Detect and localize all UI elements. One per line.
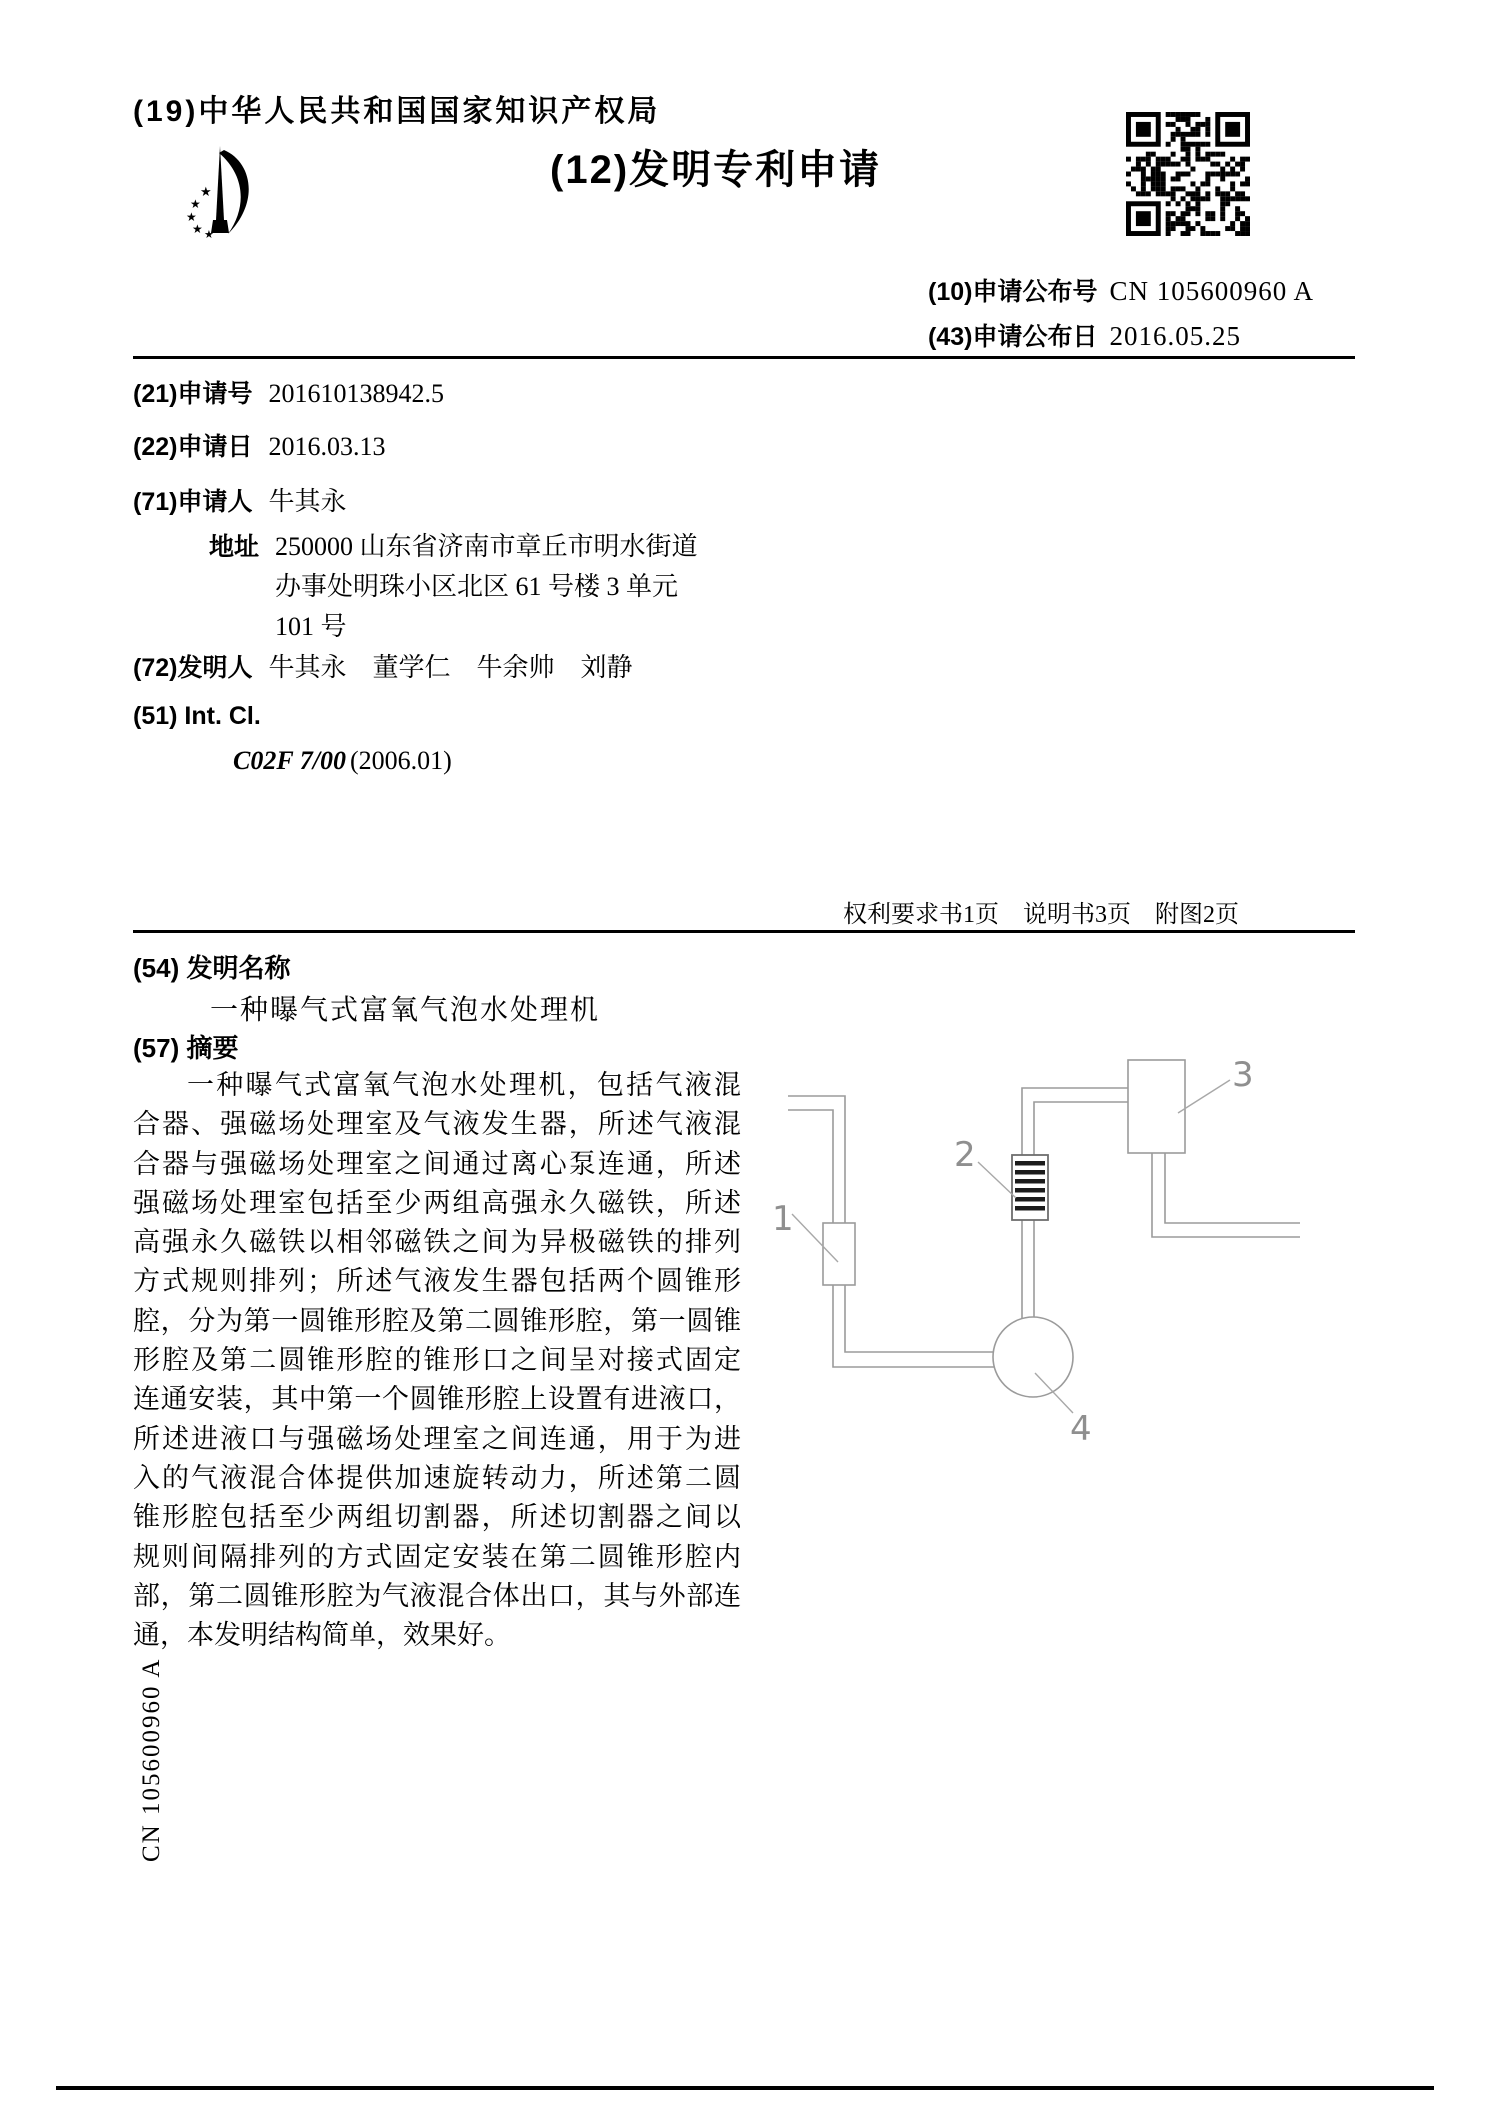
figure-part-label-3: 3: [1232, 1055, 1254, 1095]
leader-line-3: [1178, 1080, 1230, 1113]
inventors-label: (72)发明人: [133, 654, 253, 682]
publication-number-row: [928, 272, 1314, 308]
pipe-to-tank: [1022, 1088, 1128, 1155]
abstract-line: 锥形腔包括至少两组切割器，所述切割器之间以: [133, 1502, 741, 1533]
inventors-value: 牛其永 董学仁 牛余帅 刘静: [268, 653, 633, 682]
figure-component-mixer: [823, 1223, 855, 1285]
address-lines: [275, 527, 698, 647]
figure-component-generator: [1128, 1060, 1185, 1153]
application-number-value: 201610138942.5: [268, 379, 444, 408]
abstract-label: (57) 摘要: [133, 1033, 239, 1063]
svg-text:★: ★: [192, 222, 203, 236]
pipe-to-pump-inner: [845, 1285, 995, 1352]
side-publication-code: CN 105600960 A: [138, 1657, 165, 1862]
svg-text:★: ★: [204, 229, 214, 238]
figure-component-pump: [993, 1317, 1073, 1397]
figure-part-label-2: 2: [954, 1135, 976, 1175]
filing-date-label: (22)申请日: [133, 433, 253, 461]
abstract-line: 所述进液口与强磁场处理室之间连通，用于为进: [133, 1423, 741, 1454]
abstract-line: 腔，分为第一圆锥形腔及第二圆锥形腔，第一圆锥: [133, 1305, 741, 1336]
abstract-line: 连通安装，其中第一个圆锥形腔上设置有进液口，: [133, 1384, 741, 1415]
applicant-value: 牛其永: [268, 487, 347, 516]
address-label: 地址: [209, 533, 260, 561]
abstract-text: [133, 1066, 741, 1655]
document-kind-title: (12)发明专利申请: [550, 148, 882, 192]
leader-line-2: [978, 1162, 1016, 1198]
applicant-label: (71)申请人: [133, 488, 253, 516]
figure-part-label-4: 4: [1070, 1409, 1092, 1449]
inventors-row: [133, 647, 632, 684]
abstract-line: 强磁场处理室包括至少两组高强永久磁铁，所述: [133, 1187, 741, 1218]
qr-code-icon: [1126, 112, 1250, 236]
figure-part-label-1: 1: [772, 1199, 794, 1239]
address-line: 101 号: [275, 612, 347, 641]
publication-date-value: 2016.05.25: [1109, 321, 1241, 351]
filing-date-value: 2016.03.13: [268, 432, 386, 461]
int-cl-row: [133, 702, 261, 731]
abstract-line: 入的气液混合体提供加速旋转动力，所述第二圆: [133, 1462, 741, 1493]
int-cl-code: C02F 7/00: [233, 746, 346, 775]
address-line: 250000 山东省济南市章丘市明水街道: [275, 532, 698, 561]
int-cl-value: [233, 746, 452, 776]
abstract-line: 规则间隔排列的方式固定安装在第二圆锥形腔内: [133, 1541, 741, 1572]
publication-date-row: [928, 317, 1241, 353]
abstract-line: 合器与强磁场处理室之间通过离心泵连通，所述: [133, 1148, 741, 1179]
svg-text:★: ★: [200, 184, 212, 199]
abstract-line: 形腔及第二圆锥形腔的锥形口之间呈对接式固定: [133, 1345, 741, 1376]
pipe-inlet: [788, 1096, 845, 1223]
pipe-to-pump: [833, 1285, 995, 1367]
address-row: [209, 527, 698, 647]
pages-note: 权利要求书1页 说明书3页 附图2页: [843, 902, 1239, 928]
filing-date-row: [133, 427, 385, 463]
int-cl-label: (51) Int. Cl.: [133, 702, 261, 730]
header-divider: [133, 356, 1355, 359]
pipe-outlet-inner: [1152, 1153, 1300, 1237]
application-number-row: [133, 374, 444, 410]
publication-number-value: CN 105600960 A: [1109, 276, 1314, 306]
pipe-to-tank-inner: [1034, 1102, 1128, 1155]
publication-number-label: (10)申请公布号: [928, 278, 1098, 306]
int-cl-version: (2006.01): [349, 746, 452, 775]
publication-date-label: (43)申请公布日: [928, 323, 1098, 351]
pipe-inlet-inner: [788, 1110, 833, 1223]
application-number-label: (21)申请号: [133, 380, 253, 408]
abstract-line: 部，第二圆锥形腔为气液混合体出口，其与外部连: [133, 1580, 741, 1611]
office-title: (19)中华人民共和国国家知识产权局: [133, 95, 661, 128]
address-line: 办事处明珠小区北区 61 号楼 3 单元: [275, 572, 679, 601]
body-divider: [133, 930, 1355, 933]
svg-text:★: ★: [190, 197, 201, 211]
patent-figure: [770, 1040, 1310, 1460]
abstract-line: 一种曝气式富氧气泡水处理机，包括气液混: [187, 1070, 741, 1100]
invention-title-label: (54) 发明名称: [133, 953, 291, 983]
abstract-line: 合器、强磁场处理室及气液发生器，所述气液混: [133, 1109, 741, 1140]
pipe-outlet: [1165, 1153, 1300, 1223]
cnipa-emblem-icon: [180, 146, 260, 238]
footer-divider: [56, 2086, 1434, 2090]
abstract-line: 方式规则排列；所述气液发生器包括两个圆锥形: [133, 1266, 741, 1297]
abstract-line: 通，本发明结构简单，效果好。: [133, 1620, 511, 1651]
applicant-row: [133, 481, 346, 518]
svg-text:★: ★: [186, 210, 197, 224]
abstract-line: 高强永久磁铁以相邻磁铁之间为异极磁铁的排列: [133, 1227, 741, 1258]
invention-title: 一种曝气式富氧气泡水处理机: [210, 995, 601, 1026]
